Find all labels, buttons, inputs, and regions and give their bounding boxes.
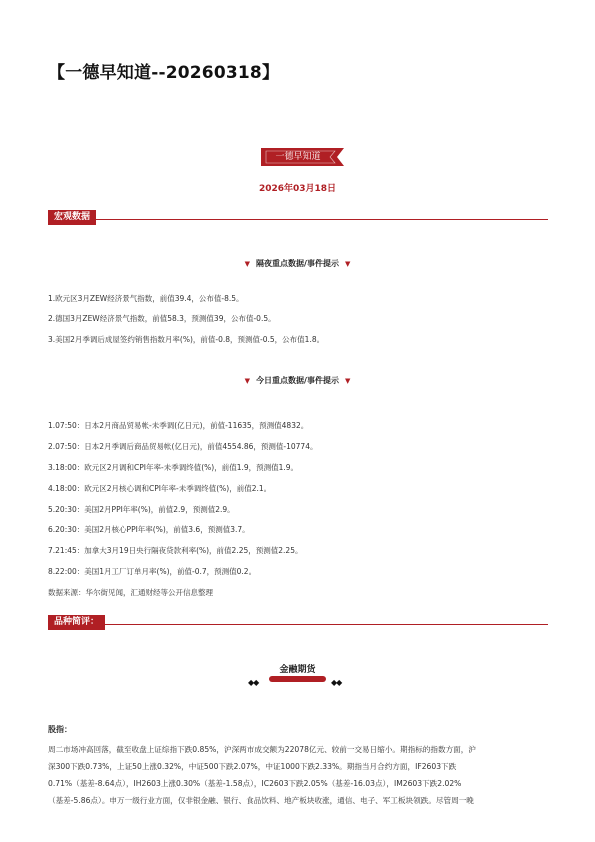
list-item: 2.07:50：日本2月季调后商品贸易帐(亿日元)，前值4554.86，预测值-10774。 xyxy=(48,442,318,451)
section-macro-header xyxy=(48,204,548,220)
diamond-icon: ◆◆ xyxy=(331,678,342,687)
section-macro-label: 宏观数据 xyxy=(48,210,96,225)
list-item: 8.22:00：美国1月工厂订单月率(%)，前值-0.7，预测值0.2。 xyxy=(48,567,257,576)
section-varieties-label: 品种简评： xyxy=(48,615,105,630)
triangle-down-icon: ▼ xyxy=(244,377,251,385)
overnight-heading xyxy=(0,258,595,269)
paragraph-line: （基差-5.86点）。申万一级行业方面，仅非银金融、银行、食品饮料、地产板块收涨，通信、电子、军工板块领跌。尽管周一晚 xyxy=(48,796,474,805)
stock-index-heading: 股指： xyxy=(48,725,72,734)
ribbon-banner xyxy=(261,148,344,166)
triangle-down-icon: ▼ xyxy=(344,260,351,268)
diamond-icon: ◆◆ xyxy=(248,678,259,687)
list-item: 5.20:30：美国2月PPI年率(%)，前值2.9，预测值2.9。 xyxy=(48,505,235,514)
data-source: 数据来源：华尔街见闻，汇通财经等公开信息整理 xyxy=(48,588,213,597)
list-item: 3.18:00：欧元区2月调和CPI年率-未季调终值(%)，前值1.9，预测值1.9。 xyxy=(48,463,299,472)
report-date: 2026年03月18日 xyxy=(258,184,337,194)
today-heading-text: 今日重点数据/事件提示 xyxy=(256,376,339,385)
paragraph-line: 0.71%（基差-8.64点），IH2603上涨0.30%（基差-1.58点），IC2603下跌2.05%（基差-16.03点），IM2603下跌2.02% xyxy=(48,779,462,788)
section-varieties-header xyxy=(48,609,548,625)
stock-index-paragraph xyxy=(48,741,549,809)
list-item: 4.18:00：欧元区2月核心调和CPI年率-未季调终值(%)，前值2.1。 xyxy=(48,484,272,493)
triangle-down-icon: ▼ xyxy=(344,377,351,385)
paragraph-line: 深300下跌0.73%，上证50上涨0.32%，中证500下跌2.07%，中证1000下跌2.33%。期指当月合约方面，IF2603下跌 xyxy=(48,762,457,771)
category-underline-bar xyxy=(269,676,326,682)
ribbon-label: 一德早知道 xyxy=(275,152,321,162)
category-title: 金融期货 xyxy=(279,665,316,675)
list-item: 6.20:30：美国2月核心PPI年率(%)，前值3.6，预测值3.7。 xyxy=(48,525,250,534)
document-title: 【一德早知道--20260318】 xyxy=(48,63,280,83)
list-item: 3.美国2月季调后成屋签约销售指数月率(%)，前值-0.8，预测值-0.5，公布值1.8。 xyxy=(48,335,325,344)
list-item: 1.07:50：日本2月商品贸易帐-未季调(亿日元)，前值-11635，预测值4832。 xyxy=(48,421,309,430)
triangle-down-icon: ▼ xyxy=(244,260,251,268)
today-heading xyxy=(0,375,595,386)
list-item: 2.德国3月ZEW经济景气指数，前值58.3，预测值39，公布值-0.5。 xyxy=(48,314,276,323)
list-item: 7.21:45：加拿大3月19日央行隔夜贷款利率(%)，前值2.25，预测值2.25。 xyxy=(48,546,303,555)
paragraph-line: 周二市场冲高回落，截至收盘上证综指下跌0.85%，沪深两市成交额为22078亿元、较前一交易日缩小。期指标的指数方面，沪 xyxy=(48,745,476,754)
list-item: 1.欧元区3月ZEW经济景气指数，前值39.4，公布值-8.5。 xyxy=(48,294,244,303)
overnight-heading-text: 隔夜重点数据/事件提示 xyxy=(256,259,339,268)
